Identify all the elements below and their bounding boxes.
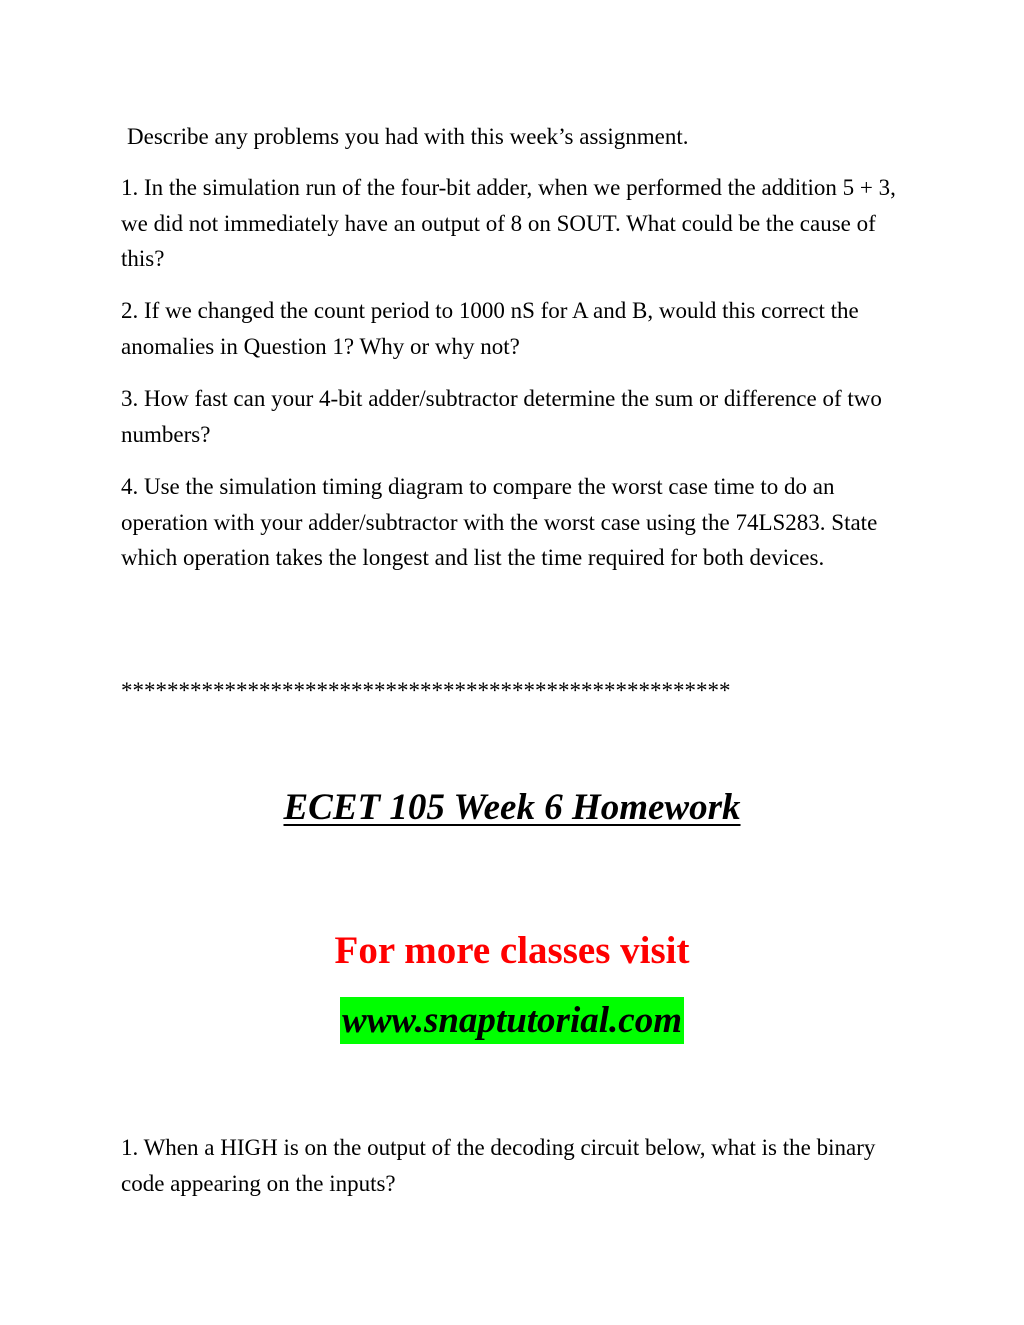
website-link[interactable]: www.snaptutorial.com <box>340 997 684 1044</box>
page-title: ECET 105 Week 6 Homework <box>283 787 741 828</box>
question-1-text: 1. In the simulation run of the four-bit adder, when we performed the addition 5 + 3, we did not immediately have an output of 8 on SOUT. What could be the cause of this? <box>121 175 896 271</box>
question-3-text: 3. How fast can your 4-bit adder/subtractor determine the sum or difference of two numbers? <box>121 386 882 447</box>
question-4-text: 4. Use the simulation timing diagram to compare the worst case time to do an operation with your adder/subtractor with the worst case using the 74LS283. State which operation takes the longest and list the time required for both devices. <box>121 474 878 570</box>
question-2-text: 2. If we changed the count period to 1000 nS for A and B, would this correct the anomalies in Question 1? Why or why not? <box>121 298 859 359</box>
promo-text: For more classes visit <box>334 929 690 972</box>
separator-line: ***************************************************** <box>121 678 731 703</box>
decoding-question-text: 1. When a HIGH is on the output of the decoding circuit below, what is the binary code appearing on the inputs? <box>121 1135 876 1196</box>
intro-text: Describe any problems you had with this week’s assignment. <box>127 124 689 149</box>
promo-link-container <box>0 997 1024 1044</box>
